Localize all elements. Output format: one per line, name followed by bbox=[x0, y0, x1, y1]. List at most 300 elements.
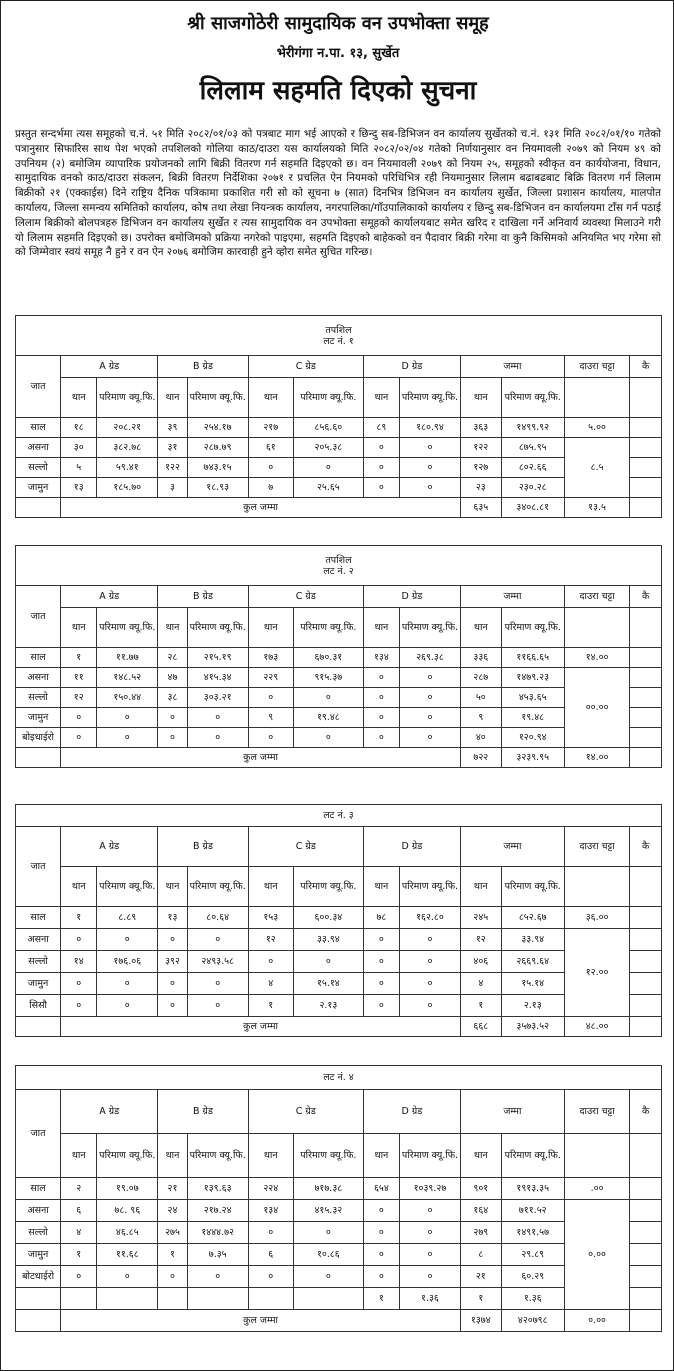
species-name: असना bbox=[16, 668, 61, 688]
table-cell: ० bbox=[363, 438, 399, 458]
lot-caption bbox=[16, 546, 662, 586]
table-cell: ० bbox=[399, 728, 460, 748]
table-cell: ६ bbox=[248, 1244, 293, 1266]
daura-value: ००.०० bbox=[564, 668, 630, 748]
kaifiyat-cell bbox=[630, 1178, 662, 1200]
table-cell: ६००.३४ bbox=[293, 907, 363, 929]
column-grade-d: D ग्रेड bbox=[363, 827, 460, 867]
subcolumn-than: थान bbox=[61, 608, 97, 648]
table-cell: ० bbox=[399, 1266, 460, 1288]
table-cell: ९ bbox=[248, 708, 293, 728]
table-cell: १.३६ bbox=[399, 1288, 460, 1310]
table-cell: ६ bbox=[61, 1200, 97, 1222]
table-row bbox=[16, 1178, 662, 1200]
table-cell: ८०२.६६ bbox=[501, 458, 564, 478]
column-grade-b: B ग्रेड bbox=[158, 827, 248, 867]
subcolumn-pariman: परिमाण क्यू.फि. bbox=[501, 867, 564, 907]
subcolumn-pariman: परिमाण क्यू.फि. bbox=[187, 867, 248, 907]
lot-number: लट नं. ४ bbox=[323, 1072, 354, 1083]
table-cell: ७१७.३८ bbox=[293, 1178, 363, 1200]
table-cell: १५०.४४ bbox=[97, 688, 158, 708]
subcolumn-pariman: परिमाण क्यू.फि. bbox=[97, 867, 158, 907]
daura-value: ५.०० bbox=[564, 418, 630, 438]
table-cell: ६१ bbox=[248, 438, 293, 458]
subcolumn-than: थान bbox=[363, 378, 399, 418]
column-daura: दाउरा चट्टा bbox=[564, 586, 630, 608]
column-grade-c: C ग्रेड bbox=[248, 586, 363, 608]
subcolumn-than: थान bbox=[460, 867, 501, 907]
table-cell: ७ bbox=[248, 478, 293, 498]
table-cell: २१ bbox=[460, 1266, 501, 1288]
total-than: ६३५ bbox=[460, 498, 501, 518]
daura-value: .०० bbox=[564, 1178, 630, 1200]
total-pariman: ४२०७९८ bbox=[501, 1310, 564, 1332]
table-cell: ६७०.३१ bbox=[293, 648, 363, 668]
subcolumn-than: थान bbox=[61, 867, 97, 907]
table-cell: २.१३ bbox=[501, 995, 564, 1017]
column-grade-a: A ग्रेड bbox=[61, 356, 158, 378]
table-cell: ११.६८ bbox=[97, 1244, 158, 1266]
species-name: जामुन bbox=[16, 478, 61, 498]
table-cell: ० bbox=[187, 728, 248, 748]
table-cell: ० bbox=[187, 973, 248, 995]
subcolumn-than: थान bbox=[460, 608, 501, 648]
tapshil-label: तपशिल bbox=[325, 324, 352, 336]
table-cell: २७५ bbox=[158, 1222, 187, 1244]
table-cell: १३४ bbox=[363, 648, 399, 668]
table-cell: ३९ bbox=[158, 418, 187, 438]
table-cell: १६२.८० bbox=[399, 907, 460, 929]
table-row bbox=[16, 438, 662, 458]
subcolumn-pariman: परिमाण क्यू.फि. bbox=[293, 608, 363, 648]
species-name: सल्लो bbox=[16, 1222, 61, 1244]
species-name: जामुन bbox=[16, 973, 61, 995]
table-cell: ४१५.३२ bbox=[293, 1200, 363, 1222]
table-cell: २ bbox=[61, 1178, 97, 1200]
subcolumn-pariman: परिमाण क्यू.फि. bbox=[187, 608, 248, 648]
column-grade-c: C ग्रेड bbox=[248, 356, 363, 378]
table-cell: १ bbox=[158, 1244, 187, 1266]
table-cell: १ bbox=[248, 995, 293, 1017]
subcolumn-than: थान bbox=[248, 867, 293, 907]
tapshil-label: तपशिल bbox=[325, 554, 352, 566]
species-name: असना bbox=[16, 1200, 61, 1222]
table-cell: ० bbox=[158, 929, 187, 951]
table-cell: ० bbox=[399, 438, 460, 458]
table-cell: ८.८९ bbox=[97, 907, 158, 929]
table-cell: १५.१४ bbox=[293, 973, 363, 995]
species-name: साल bbox=[16, 648, 61, 668]
organization-name: श्री साजगोठेरी सामुदायिक वन उपभोक्ता समूह bbox=[187, 13, 489, 34]
table-cell: ३८२.७८ bbox=[97, 438, 158, 458]
table-cell: ३३.९४ bbox=[293, 929, 363, 951]
column-grade-c: C ग्रेड bbox=[248, 1090, 363, 1134]
kaifiyat-cell bbox=[630, 418, 662, 438]
table-cell: १३४ bbox=[248, 1200, 293, 1222]
kaifiyat-cell bbox=[630, 1266, 662, 1288]
table-cell: ० bbox=[158, 708, 187, 728]
table-cell: ८५६.६० bbox=[293, 418, 363, 438]
table-row bbox=[16, 929, 662, 951]
table-cell: १४९९.९२ bbox=[501, 418, 564, 438]
notice-body: प्रस्तुत सन्दर्भमा त्यस समूहको च.नं. ५१ मिति २०८२/०१/०३ को पत्रबाट माग भई आएको र छिन्दु सब-डिभिजन वन कार्यालय सुर्खेतको च.नं. १३१ मिति २०८२/०१/१० गतेको पत्रानुसार सिफारिस साथ पेश भएको तपशिलको गोलिया काठ/दाउरा यस कार्यालयको मिति २०८२/०२/०४ गतेको निर्णयानुसार वन नियमावली २०७९ को नियम ४९ को उपनियम (२) बमोजिम व्यापारिक प्रयोजनको लागि बिक्री वितरण गर्न सहमति दिइएको छ। वन नियमावली २०७९ को नियम २५, समूहको स्वीकृत वन कार्ययोजना, विधान, सामुदायिक वनको काठ/दाउरा संकलन, बिक्री वितरण निर्देशिका २०७१ र प्रचलित ऐन नियमको परिधिभित्र रही नियमानुसार लिलाम बढाबढबाट बिक्रि वितरण गर्न लिलाम बिक्रीको २१ (एक्काईस) दिने राष्ट्रिय दैनिक पत्रिकामा प्रकाशित गरी सो को सूचना ७ (सात) दिनभित्र डिभिजन वन कार्यालय सुर्खेत, जिल्ला प्रशासन कार्यालय, मालपोत कार्यालय, जिल्ला समन्वय समितिको कार्यालय, कोष तथा लेखा नियन्त्रक कार्यालय, नगरपालिका/गाँउपालिकाको कार्यालय र छिन्दु सब-डिभिजन वन कार्यालयमा टाँस गर्न पठाई लिलाम बिक्रीको बोलपत्रहरु डिभिजन वन कार्यालय सुर्खेत र त्यस सामुदायिक वन उपभोक्ता समूहको कार्यालयबाट समेत खरिद र दाखिला गर्ने अनिवार्य व्यवस्था मिलाउने गरी यो लिलाम सहमति दिइएको छ। उपरोक्त बमोजिमको प्रक्रिया नगरेको पाइएमा, सहमति दिइएको बाहेकको वन पैदावार बिक्री गरेमा वा कुनै किसिमको अनियमित भए गरेमा सो को जिम्मेवार स्वयं समूह नै हुने र वन ऐन २०७६ बमोजिम कारवाही हुने व्होरा समेत सुचित गरिन्छ। bbox=[15, 128, 661, 259]
organization-location: भेरीगंगा न.पा. १३, सुर्खेत bbox=[276, 46, 400, 61]
table-cell: ० bbox=[363, 973, 399, 995]
species-name: जामुन bbox=[16, 708, 61, 728]
subcolumn-than: थान bbox=[363, 1134, 399, 1178]
table-cell: १२ bbox=[460, 929, 501, 951]
table-cell: ० bbox=[158, 995, 187, 1017]
species-name: साल bbox=[16, 907, 61, 929]
species-name: असना bbox=[16, 929, 61, 951]
subcolumn-than: थान bbox=[61, 378, 97, 418]
table-row bbox=[16, 668, 662, 688]
table-cell: ० bbox=[363, 951, 399, 973]
total-daura: ४८.०० bbox=[564, 1017, 630, 1037]
table-cell: १२ bbox=[248, 929, 293, 951]
table-cell: १०.८६ bbox=[293, 1244, 363, 1266]
kaifiyat-cell bbox=[630, 995, 662, 1017]
total-row bbox=[16, 498, 662, 518]
table-cell: ० bbox=[363, 478, 399, 498]
table-cell: ४६.८५ bbox=[97, 1222, 158, 1244]
table-cell: ११ bbox=[61, 668, 97, 688]
table-cell: २८७ bbox=[460, 668, 501, 688]
table-cell: ३०३.२१ bbox=[187, 688, 248, 708]
table-cell: २१७.२४ bbox=[187, 1200, 248, 1222]
total-daura: १३.५ bbox=[564, 498, 630, 518]
table-cell: ३६३ bbox=[460, 418, 501, 438]
column-jaat: जात bbox=[16, 827, 61, 907]
kaifiyat-cell bbox=[630, 478, 662, 498]
table-cell: ० bbox=[399, 929, 460, 951]
table-cell: १२०.९४ bbox=[501, 728, 564, 748]
table-cell bbox=[61, 1288, 97, 1310]
table-cell: ० bbox=[363, 1266, 399, 1288]
column-jamma: जम्मा bbox=[460, 356, 564, 378]
table-cell: ० bbox=[399, 688, 460, 708]
table-cell: ७४३.१५ bbox=[187, 458, 248, 478]
table-row bbox=[16, 648, 662, 668]
species-name: असना bbox=[16, 438, 61, 458]
table-cell: ० bbox=[158, 1266, 187, 1288]
table-cell: ० bbox=[399, 995, 460, 1017]
table-cell: २३ bbox=[460, 478, 501, 498]
table-cell: ४१५.३४ bbox=[187, 668, 248, 688]
kaifiyat-cell bbox=[630, 1222, 662, 1244]
table-cell: १३९.६३ bbox=[187, 1178, 248, 1200]
table-cell bbox=[293, 1288, 363, 1310]
total-pariman: ३२३९.९५ bbox=[501, 748, 564, 768]
table-cell: २८७.७९ bbox=[187, 438, 248, 458]
table-cell bbox=[97, 1288, 158, 1310]
table-cell: १ bbox=[363, 1288, 399, 1310]
table-cell: ० bbox=[248, 688, 293, 708]
table-cell: ९१५.३७ bbox=[293, 668, 363, 688]
table-cell: ० bbox=[399, 973, 460, 995]
species-name: बोइधाईरो bbox=[16, 728, 61, 748]
table-cell: १०३९.२७ bbox=[399, 1178, 460, 1200]
species-name: सल्लो bbox=[16, 951, 61, 973]
daura-value: ३६.०० bbox=[564, 907, 630, 929]
table-cell: ० bbox=[399, 478, 460, 498]
table-cell: २४ bbox=[158, 1200, 187, 1222]
table-cell: ० bbox=[363, 929, 399, 951]
table-cell: ४५३.६५ bbox=[501, 688, 564, 708]
table-cell: ४० bbox=[460, 728, 501, 748]
column-jaat: जात bbox=[16, 586, 61, 648]
table-cell: २३०.२८ bbox=[501, 478, 564, 498]
subcolumn-pariman: परिमाण क्यू.फि. bbox=[187, 378, 248, 418]
table-cell: १.३६ bbox=[501, 1288, 564, 1310]
table-cell: ४ bbox=[61, 1222, 97, 1244]
table-cell: ० bbox=[61, 1266, 97, 1288]
table-cell bbox=[248, 1288, 293, 1310]
table-cell: ३९२ bbox=[158, 951, 187, 973]
kaifiyat-cell bbox=[630, 973, 662, 995]
table-cell: ० bbox=[97, 1266, 158, 1288]
table-cell: ५ bbox=[61, 458, 97, 478]
table-cell: ३१ bbox=[158, 438, 187, 458]
kaifiyat-cell bbox=[630, 708, 662, 728]
subcolumn-pariman: परिमाण क्यू.फि. bbox=[399, 378, 460, 418]
table-cell: ० bbox=[97, 995, 158, 1017]
daura-value: ०.०० bbox=[564, 1200, 630, 1310]
subcolumn-pariman: परिमाण क्यू.फि. bbox=[293, 867, 363, 907]
table-cell: ० bbox=[363, 1244, 399, 1266]
table-cell: २१ bbox=[158, 1178, 187, 1200]
kaifiyat-cell bbox=[630, 748, 662, 768]
kaifiyat-cell bbox=[630, 668, 662, 688]
table-cell: २०५.३८ bbox=[293, 438, 363, 458]
table-cell: २१७ bbox=[248, 418, 293, 438]
table-cell: १६४ bbox=[460, 1200, 501, 1222]
lot-table-4 bbox=[15, 1065, 662, 1332]
table-cell: २६६९.६४ bbox=[501, 951, 564, 973]
kaifiyat-header-blank bbox=[630, 1134, 662, 1178]
table-cell: ० bbox=[97, 728, 158, 748]
kaifiyat-header-blank bbox=[630, 378, 662, 418]
table-cell: ७११.५२ bbox=[501, 1200, 564, 1222]
table-cell: २४५ bbox=[460, 907, 501, 929]
kaifiyat-cell bbox=[630, 648, 662, 668]
table-cell: ० bbox=[61, 929, 97, 951]
column-grade-b: B ग्रेड bbox=[158, 586, 248, 608]
table-cell: ४७ bbox=[158, 668, 187, 688]
table-cell: १ bbox=[61, 648, 97, 668]
table-cell: ३० bbox=[61, 438, 97, 458]
table-cell: १ bbox=[460, 995, 501, 1017]
table-cell: १३ bbox=[158, 907, 187, 929]
table-cell: ० bbox=[97, 708, 158, 728]
subcolumn-than: थान bbox=[248, 608, 293, 648]
subcolumn-pariman: परिमाण क्यू.फि. bbox=[501, 608, 564, 648]
table-cell: २५.६५ bbox=[293, 478, 363, 498]
table-cell: ० bbox=[61, 728, 97, 748]
column-kaifiyat: कै bbox=[630, 356, 662, 378]
table-cell: ० bbox=[293, 1266, 363, 1288]
subcolumn-pariman: परिमाण क्यू.फि. bbox=[293, 378, 363, 418]
table-cell: ० bbox=[97, 929, 158, 951]
column-grade-a: A ग्रेड bbox=[61, 586, 158, 608]
table-cell: १९.४८ bbox=[293, 708, 363, 728]
table-cell: १७६.०६ bbox=[97, 951, 158, 973]
subcolumn-pariman: परिमाण क्यू.फि. bbox=[97, 378, 158, 418]
daura-header-blank bbox=[564, 1134, 630, 1178]
table-cell: ० bbox=[293, 951, 363, 973]
kaifiyat-cell bbox=[630, 498, 662, 518]
table-cell: २०८.२१ bbox=[97, 418, 158, 438]
column-daura: दाउरा चट्टा bbox=[564, 1090, 630, 1134]
table-cell: १४८.५२ bbox=[97, 668, 158, 688]
table-cell: १८.९३ bbox=[187, 478, 248, 498]
daura-header-blank bbox=[564, 867, 630, 907]
species-name: साल bbox=[16, 418, 61, 438]
table-cell: ७.३५ bbox=[187, 1244, 248, 1266]
table-cell: ० bbox=[248, 951, 293, 973]
table-cell: २६९.३८ bbox=[399, 648, 460, 668]
kaifiyat-cell bbox=[630, 1244, 662, 1266]
table-cell: ० bbox=[61, 973, 97, 995]
table-cell: ३८ bbox=[158, 688, 187, 708]
table-row bbox=[16, 418, 662, 438]
table-cell: १९१३.३५ bbox=[501, 1178, 564, 1200]
lot-table-2 bbox=[15, 545, 662, 768]
subcolumn-than: थान bbox=[363, 608, 399, 648]
table-cell bbox=[187, 1288, 248, 1310]
total-than: १३७४ bbox=[460, 1310, 501, 1332]
table-cell: ० bbox=[248, 1266, 293, 1288]
total-pariman: ३४०८.८१ bbox=[501, 498, 564, 518]
subcolumn-pariman: परिमाण क्यू.फि. bbox=[399, 608, 460, 648]
table-cell: ६०.२९ bbox=[501, 1266, 564, 1288]
table-cell: ० bbox=[187, 995, 248, 1017]
column-jamma: जम्मा bbox=[460, 827, 564, 867]
total-blank bbox=[16, 498, 61, 518]
table-cell: १४९१.५७ bbox=[501, 1222, 564, 1244]
column-grade-d: D ग्रेड bbox=[363, 586, 460, 608]
total-pariman: ३५७३.५२ bbox=[501, 1017, 564, 1037]
table-cell: १९.४८ bbox=[501, 708, 564, 728]
total-blank bbox=[16, 748, 61, 768]
table-cell: ७८. ९६ bbox=[97, 1200, 158, 1222]
kaifiyat-cell bbox=[630, 1310, 662, 1332]
total-label: कुल जम्मा bbox=[61, 748, 461, 768]
kaifiyat-cell bbox=[630, 951, 662, 973]
daura-value: ८.५ bbox=[564, 438, 630, 498]
table-cell: ९ bbox=[460, 708, 501, 728]
table-cell: १८५.७० bbox=[97, 478, 158, 498]
column-grade-b: B ग्रेड bbox=[158, 1090, 248, 1134]
table-cell: ३३.९४ bbox=[501, 929, 564, 951]
lot-caption bbox=[16, 805, 662, 827]
column-grade-b: B ग्रेड bbox=[158, 356, 248, 378]
subcolumn-pariman: परिमाण क्यू.फि. bbox=[399, 1134, 460, 1178]
daura-value: १४.०० bbox=[564, 648, 630, 668]
table-cell: ० bbox=[399, 668, 460, 688]
species-name bbox=[16, 1288, 61, 1310]
table-cell: ० bbox=[187, 1266, 248, 1288]
table-cell: १३ bbox=[61, 478, 97, 498]
table-cell: १२ bbox=[61, 688, 97, 708]
table-cell: २२९ bbox=[248, 668, 293, 688]
kaifiyat-header-blank bbox=[630, 867, 662, 907]
table-cell: ० bbox=[158, 973, 187, 995]
table-cell: ३ bbox=[158, 478, 187, 498]
subcolumn-than: थान bbox=[248, 1134, 293, 1178]
subcolumn-pariman: परिमाण क्यू.फि. bbox=[501, 378, 564, 418]
table-cell: ४ bbox=[460, 973, 501, 995]
table-cell bbox=[158, 1288, 187, 1310]
subcolumn-than: थान bbox=[363, 867, 399, 907]
table-cell: ० bbox=[363, 1222, 399, 1244]
table-cell: २८ bbox=[158, 648, 187, 668]
table-cell: ० bbox=[399, 1222, 460, 1244]
kaifiyat-header-blank bbox=[630, 608, 662, 648]
table-cell: १९.०७ bbox=[97, 1178, 158, 1200]
table-cell: १५.१४ bbox=[501, 973, 564, 995]
total-row bbox=[16, 748, 662, 768]
total-blank bbox=[16, 1017, 61, 1037]
total-than: ६६८ bbox=[460, 1017, 501, 1037]
column-daura: दाउरा चट्टा bbox=[564, 827, 630, 867]
species-name: बोटधाईरो bbox=[16, 1266, 61, 1288]
table-cell: १ bbox=[460, 1288, 501, 1310]
kaifiyat-cell bbox=[630, 688, 662, 708]
lot-table-3 bbox=[15, 804, 662, 1037]
column-grade-c: C ग्रेड bbox=[248, 827, 363, 867]
table-cell: ० bbox=[363, 668, 399, 688]
table-cell: ० bbox=[363, 688, 399, 708]
notice-title: लिलाम सहमति दिएको सुचना bbox=[199, 76, 477, 106]
kaifiyat-cell bbox=[630, 1288, 662, 1310]
lot-caption bbox=[16, 1066, 662, 1090]
table-cell: ० bbox=[158, 728, 187, 748]
table-cell: ७८ bbox=[363, 907, 399, 929]
subcolumn-pariman: परिमाण क्यू.फि. bbox=[501, 1134, 564, 1178]
table-cell: ० bbox=[293, 688, 363, 708]
column-grade-d: D ग्रेड bbox=[363, 1090, 460, 1134]
subcolumn-than: थान bbox=[158, 1134, 187, 1178]
table-cell: ० bbox=[248, 728, 293, 748]
table-cell: ५० bbox=[460, 688, 501, 708]
subcolumn-than: थान bbox=[248, 378, 293, 418]
table-cell: ८९ bbox=[363, 418, 399, 438]
total-daura: ०.०० bbox=[564, 1310, 630, 1332]
column-jaat: जात bbox=[16, 1090, 61, 1178]
table-cell: ० bbox=[187, 929, 248, 951]
subcolumn-pariman: परिमाण क्यू.फि. bbox=[399, 867, 460, 907]
subcolumn-than: थान bbox=[158, 867, 187, 907]
table-cell: २९.८९ bbox=[501, 1244, 564, 1266]
table-cell: २.१३ bbox=[293, 995, 363, 1017]
column-grade-d: D ग्रेड bbox=[363, 356, 460, 378]
table-cell: ११.७७ bbox=[97, 648, 158, 668]
subcolumn-than: थान bbox=[460, 378, 501, 418]
table-cell: ० bbox=[293, 1222, 363, 1244]
column-jamma: जम्मा bbox=[460, 586, 564, 608]
table-row bbox=[16, 907, 662, 929]
table-cell: ० bbox=[293, 728, 363, 748]
total-than: ७२२ bbox=[460, 748, 501, 768]
column-grade-a: A ग्रेड bbox=[61, 827, 158, 867]
subcolumn-than: थान bbox=[158, 378, 187, 418]
table-cell: १५३ bbox=[248, 907, 293, 929]
table-cell: १२७ bbox=[460, 458, 501, 478]
table-cell: २४९३.५८ bbox=[187, 951, 248, 973]
table-cell: १४४४.७२ bbox=[187, 1222, 248, 1244]
table-cell: १४७९.२३ bbox=[501, 668, 564, 688]
